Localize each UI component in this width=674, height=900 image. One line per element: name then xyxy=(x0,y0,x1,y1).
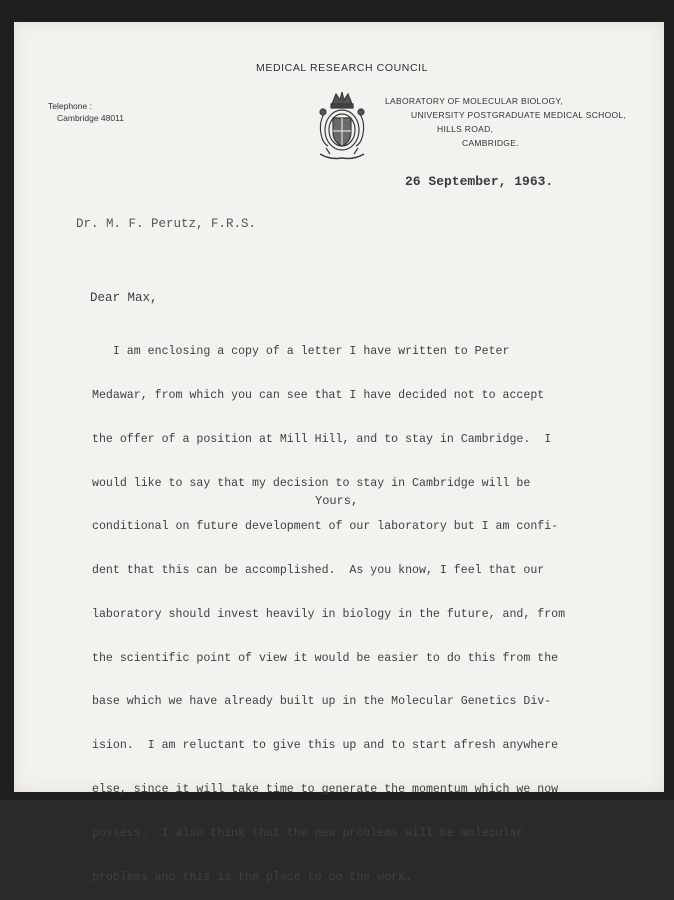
body-line: the offer of a position at Mill Hill, and to stay in Cambridge. I xyxy=(92,432,552,446)
body-line: else, since it will take time to generate the momentum which we now xyxy=(92,783,559,796)
address-line: HILLS ROAD, xyxy=(437,124,494,134)
telephone-number: Cambridge 48011 xyxy=(57,113,124,123)
body-line: Medawar, from which you can see that I have decided not to accept xyxy=(92,388,545,402)
royal-coat-of-arms-icon xyxy=(312,88,372,168)
body-line: possess. I also think that the new problems will be molecular xyxy=(92,826,524,840)
body-line: problems and this is the place to do the work. xyxy=(92,870,413,884)
body-line: would like to say that my decision to stay in Cambridge will be xyxy=(92,476,531,490)
telephone-block xyxy=(48,100,124,124)
address-line: CAMBRIDGE. xyxy=(462,138,519,148)
letter-body xyxy=(92,316,612,900)
body-line: the scientific point of view it would be easier to do this from the xyxy=(92,651,559,665)
body-line: ision. I am reluctant to give this up and to start afresh anywhere xyxy=(92,739,559,753)
letter-date: 26 September, 1963. xyxy=(405,174,554,189)
letter-salutation: Dear Max, xyxy=(90,291,158,305)
address-line: UNIVERSITY POSTGRADUATE MEDICAL SCHOOL, xyxy=(411,110,627,120)
body-line: dent that this can be accomplished. As you know, I feel that our xyxy=(92,564,545,578)
address-line: LABORATORY OF MOLECULAR BIOLOGY, xyxy=(385,96,563,106)
body-line: base which we have already built up in the Molecular Genetics Div- xyxy=(92,695,552,709)
letterhead-address xyxy=(385,94,626,150)
body-line: laboratory should invest heavily in biology in the future, and, from xyxy=(92,607,566,621)
body-line: I am enclosing a copy of a letter I have written to Peter xyxy=(92,345,510,359)
letterhead-organization: MEDICAL RESEARCH COUNCIL xyxy=(256,62,429,74)
letter-recipient: Dr. M. F. Perutz, F.R.S. xyxy=(76,217,257,231)
body-line: conditional on future development of our laboratory but I am confi- xyxy=(92,520,559,534)
telephone-label: Telephone : xyxy=(48,101,92,111)
letter-closing: Yours, xyxy=(315,494,359,508)
